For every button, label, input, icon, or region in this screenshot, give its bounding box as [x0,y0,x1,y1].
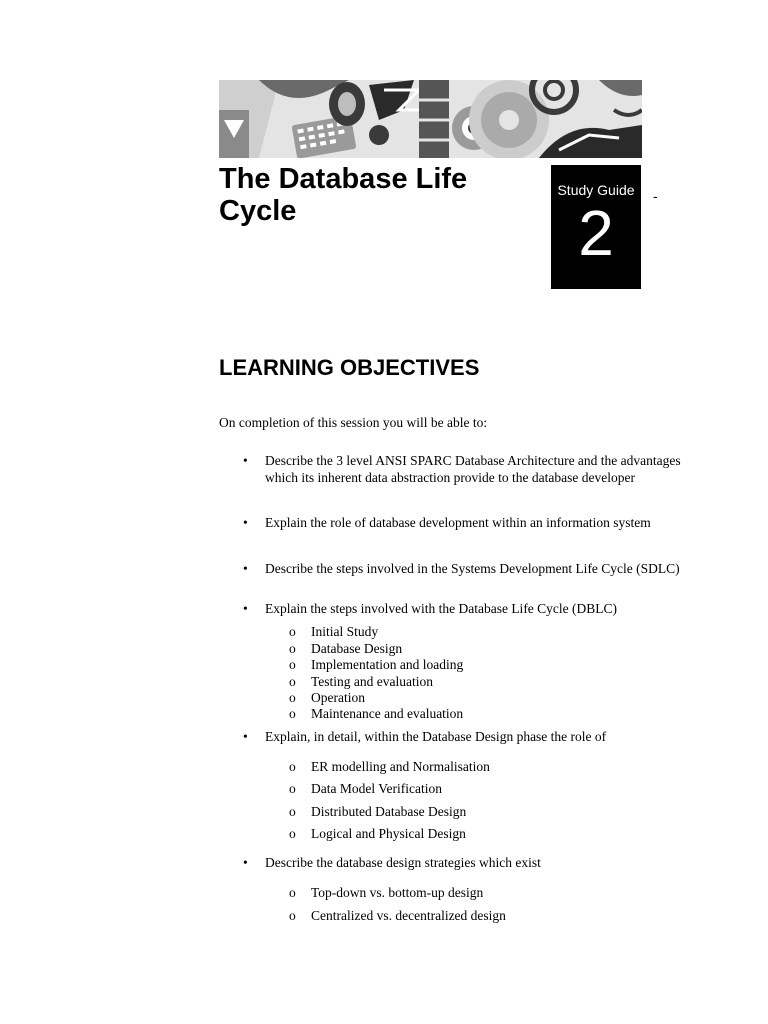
learning-objectives-heading: LEARNING OBJECTIVES [219,355,480,380]
sub-list-item [289,641,689,658]
sub-list-item [289,885,689,902]
dash-mark: - [653,188,658,204]
sub-bullet-icon: o [289,804,296,819]
study-guide-badge [551,165,641,289]
sub-bullet-icon: o [289,690,296,705]
objective-text: Explain the steps involved with the Database Life Cycle (DBLC) [265,601,618,616]
sub-list-item [289,804,689,821]
sub-item-text: ER modelling and Normalisation [311,759,490,774]
bullet-icon: • [243,561,248,576]
bullet-icon: • [243,515,248,530]
page-title: The Database Life Cycle [219,163,468,227]
sub-item-text: Centralized vs. decentralized design [311,908,506,923]
objective-bullet [243,561,693,578]
study-guide-number: 2 [578,197,614,269]
sub-bullet-icon: o [289,657,296,672]
sub-item-text: Testing and evaluation [311,674,434,689]
sub-item-text: Top-down vs. bottom-up design [311,885,484,900]
sub-item-text: Logical and Physical Design [311,826,466,841]
sub-bullet-icon: o [289,908,296,923]
sub-bullet-icon: o [289,706,296,721]
objective-text: Explain the role of database development within an information system [265,515,651,530]
study-guide-label: Study Guide [557,182,635,198]
objective-bullet [243,855,693,872]
sub-item-text: Database Design [311,641,403,656]
objective-text: Describe the steps involved in the Systems Development Life Cycle (SDLC) [265,561,680,576]
sub-list-item [289,624,689,641]
objective-bullet [243,601,693,618]
sub-list-item [289,657,689,674]
sub-bullet-icon: o [289,641,296,656]
sub-list-item [289,826,689,843]
sub-list-item [289,706,689,723]
sub-item-text: Initial Study [311,624,379,639]
bullet-icon: • [243,855,248,870]
sub-bullet-icon: o [289,759,296,774]
objective-text: Explain, in detail, within the Database Design phase the role of [265,729,607,744]
objective-bullet [243,729,693,746]
sub-item-text: Operation [311,690,365,705]
sub-list-item [289,674,689,691]
objective-text: Describe the 3 level ANSI SPARC Database Architecture and the advantages which its inherent data abstraction provide to the database developer [265,453,681,485]
sub-bullet-icon: o [289,781,296,796]
objective-bullet [243,453,693,486]
bullet-icon: • [243,729,248,744]
sub-list-item [289,759,689,776]
objective-text: Describe the database design strategies which exist [265,855,541,870]
objective-bullet [243,515,693,532]
sub-list-item [289,690,689,707]
sub-bullet-icon: o [289,826,296,841]
sub-item-text: Data Model Verification [311,781,442,796]
sub-list-item [289,908,689,925]
sub-bullet-icon: o [289,624,296,639]
bullet-icon: • [243,453,248,468]
sub-list-item [289,781,689,798]
sub-item-text: Implementation and loading [311,657,464,672]
header-banner-image [219,80,642,158]
intro-text: On completion of this session you will be able to: [219,415,488,430]
bullet-icon: • [243,601,248,616]
sub-item-text: Distributed Database Design [311,804,467,819]
sub-bullet-icon: o [289,885,296,900]
sub-bullet-icon: o [289,674,296,689]
sub-item-text: Maintenance and evaluation [311,706,464,721]
